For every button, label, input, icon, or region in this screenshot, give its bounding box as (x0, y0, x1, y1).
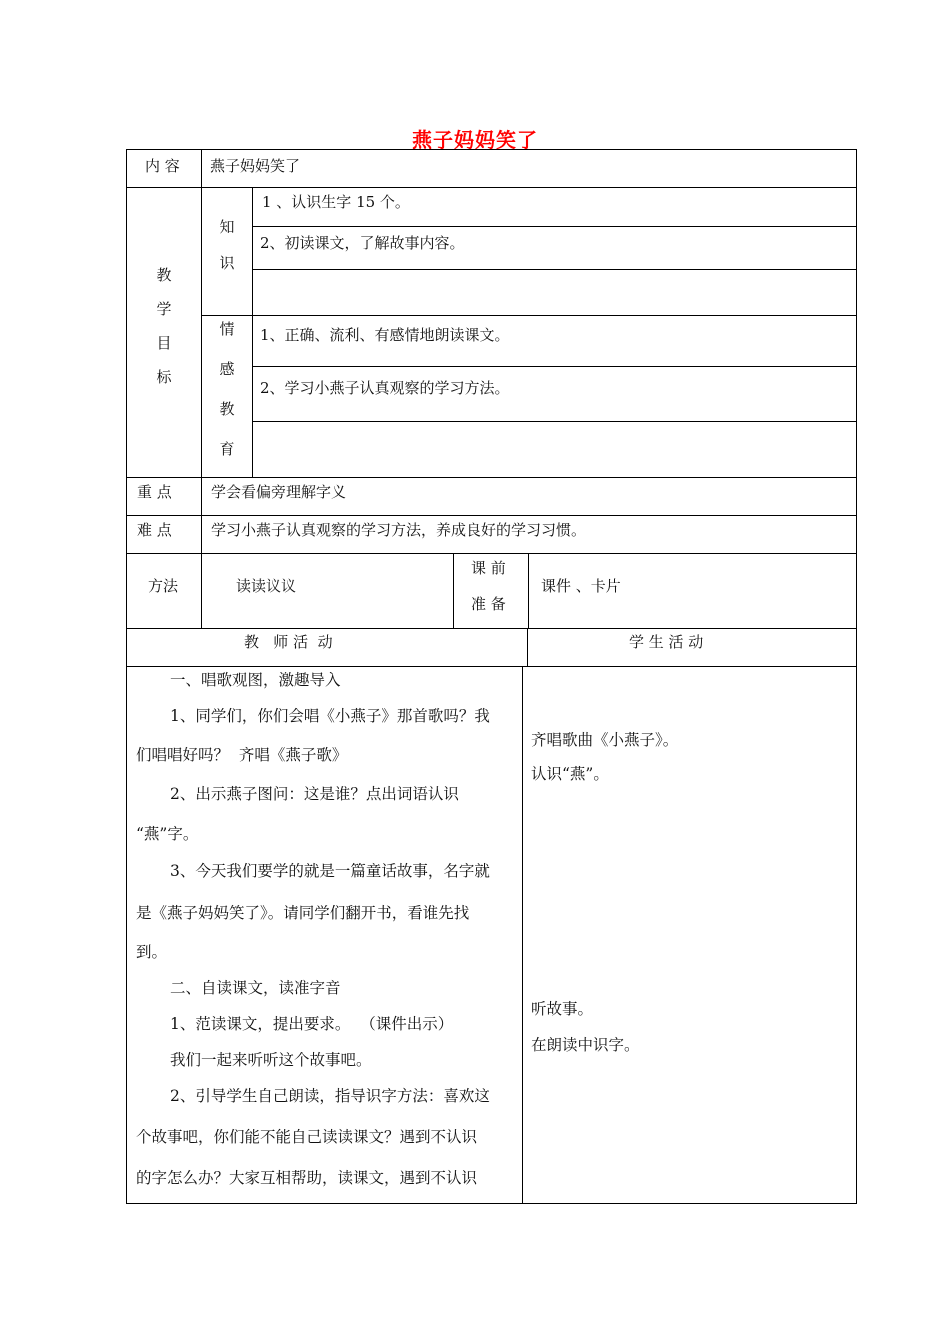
teacher-line: 1、同学们，你们会唱《小燕子》那首歌吗？我 (170, 707, 490, 725)
difficulty-value: 学习小燕子认真观察的学习方法，养成良好的学习习惯。 (211, 521, 587, 539)
knowledge-item-1: 1 、认识生字 15 个。 (262, 193, 410, 211)
focus-label: 重 点 (137, 483, 172, 501)
prep-label-line-2: 准 备 (471, 595, 506, 613)
method-label: 方法 (148, 577, 179, 595)
teacher-line: 2、出示燕子图问：这是谁？点出词语认识 (170, 785, 459, 803)
teacher-line: 3、今天我们要学的就是一篇童话故事，名字就 (170, 862, 490, 880)
method-value: 读读议议 (236, 577, 297, 595)
activity-header-row (126, 628, 857, 667)
teacher-line: 们唱唱好吗？ 齐唱《燕子歌》 (136, 746, 348, 764)
content-value: 燕子妈妈笑了 (210, 157, 301, 175)
teacher-line: 2、引导学生自己朗读，指导识字方法：喜欢这 (170, 1087, 490, 1105)
teacher-activity-header: 教 师 活 动 (244, 633, 333, 651)
teacher-line: 的字怎么办？大家互相帮助，读课文，遇到不认识 (136, 1169, 478, 1187)
emotion-item-1: 1、正确、流利、有感情地朗读课文。 (260, 326, 510, 344)
prep-value: 课件 、卡片 (541, 577, 621, 595)
emotion-label: 情 感 教 育 (219, 320, 235, 458)
focus-value: 学会看偏旁理解字义 (211, 483, 347, 501)
student-activity-header: 学 生 活 动 (629, 633, 704, 651)
prep-label-line-1: 课 前 (471, 559, 506, 577)
teacher-line: 二、自读课文，读准字音 (170, 979, 341, 997)
knowledge-item-2: 2、初读课文，了解故事内容。 (260, 234, 465, 252)
student-line: 齐唱歌曲《小燕子》。 (531, 731, 679, 749)
content-label: 内 容 (145, 157, 180, 175)
goals-label: 教 学 目 标 (156, 266, 172, 386)
teacher-line: 是《燕子妈妈笑了》。请同学们翻开书，看谁先找 (136, 904, 470, 922)
student-line: 在朗读中识字。 (531, 1036, 640, 1054)
knowledge-label: 知 识 (219, 218, 235, 272)
teacher-line: 我们一起来听听这个故事吧。 (170, 1051, 372, 1069)
student-line: 听故事。 (531, 1000, 594, 1018)
teacher-line: 一、唱歌观图，激趣导入 (170, 671, 341, 689)
page-title: 燕子妈妈笑了 (412, 128, 538, 152)
emotion-item-2: 2、学习小燕子认真观察的学习方法。 (260, 379, 510, 397)
teacher-line: 个故事吧，你们能不能自己读读课文？遇到不认识 (136, 1128, 478, 1146)
teacher-line: 1、范读课文，提出要求。 （课件出示） (170, 1015, 454, 1033)
student-line: 认识“燕”。 (531, 765, 609, 783)
teacher-line: 到。 (136, 943, 168, 961)
teacher-line: “燕”字。 (136, 825, 199, 843)
difficulty-label: 难 点 (137, 521, 172, 539)
